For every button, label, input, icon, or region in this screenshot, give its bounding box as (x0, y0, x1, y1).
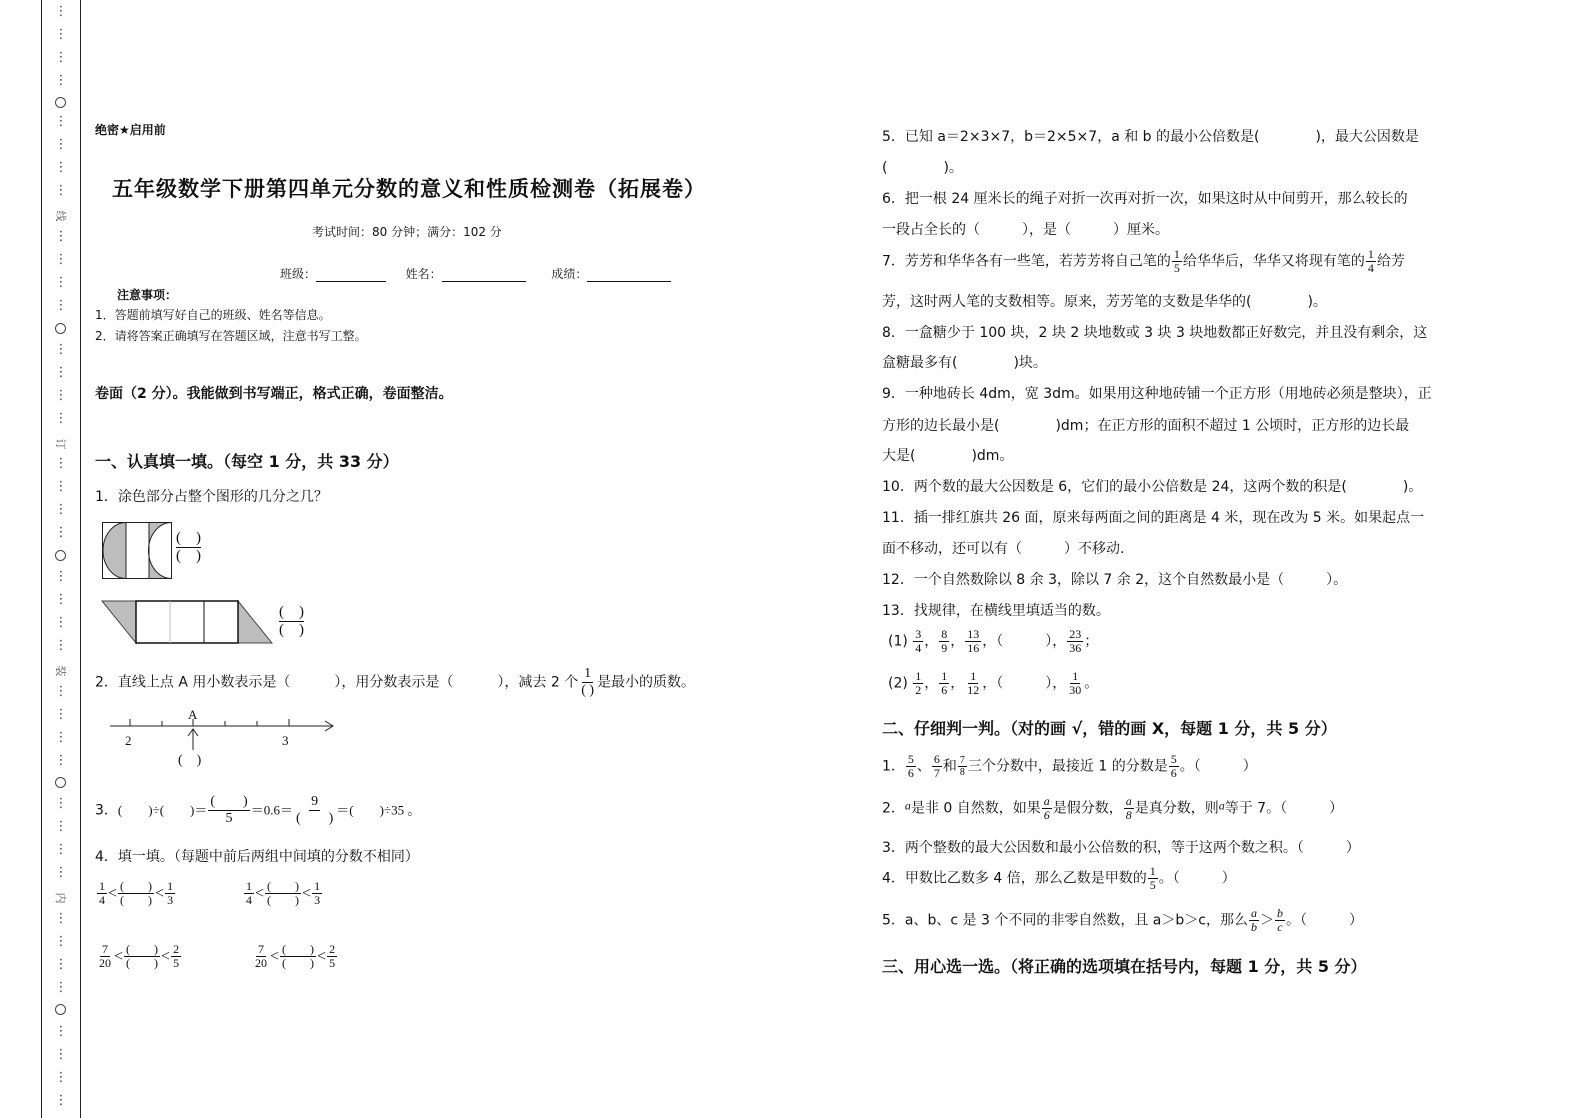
confidential-label: 绝密★启用前 (95, 123, 166, 137)
tick-label-3: 3 (282, 733, 289, 748)
question-1-9-line2[interactable]: 方形的边长最小是( )dm；在正方形的面积不超过 1 公顷时，正方形的边长最 (882, 418, 1410, 434)
binding-label-ding: 订 (54, 438, 67, 450)
dotted-line: ⋮ ⋮ ⋮ ⋮ (54, 114, 68, 198)
fraction-answer-blank[interactable]: $\frac{( )}{( )}$ (282, 942, 315, 970)
point-a-answer-blank[interactable]: ( ) (178, 753, 202, 768)
binding-line-right (80, 0, 81, 1118)
question-1-3: 3．( )÷( )＝ $\frac{( )}{5}$ ＝0.6＝ $\frac{9}{( )}$ ＝( )÷35 。 (95, 794, 421, 826)
question-1-10[interactable]: 10．两个数的最大公因数是 6，它们的最小公倍数是 24，这两个数的积是( )。 (882, 479, 1423, 495)
neatness-statement: 卷面（2 分）。我能做到书写端正，格式正确，卷面整洁。 (95, 386, 453, 402)
binding-hole-mark (55, 1004, 66, 1015)
shaded-semicircles-figure (100, 520, 220, 584)
fraction-inequality: $\frac{7}{20}$ < $\frac{( )}{( )}$ < $\frac{2}{5}$ (255, 942, 336, 970)
point-a-label: A (188, 707, 198, 722)
question-1-2: 2．直线上点 A 用小数表示是（ ），用分数表示是（ ），减去 2 个 $\frac{1}{( )}$ 是最小的质数。 (95, 666, 696, 698)
judge-item-4[interactable]: 4．甲数比乙数多 4 倍，那么乙数是甲数的 $\frac{1}{5}$ 。（ ） (882, 864, 1236, 892)
name-label: 姓名： (405, 267, 442, 281)
question-1-8-line2[interactable]: 盒糖最多有( )块。 (882, 355, 1047, 371)
unit-fraction: $\frac{1}{( )}$ (581, 666, 595, 698)
shaded-parallelogram-figure (100, 598, 280, 648)
note-item: 2．请将答案正确填写在答题区域，注意书写工整。 (95, 329, 367, 343)
student-info-fields (280, 265, 671, 282)
fraction-inequality: $\frac{1}{4}$ < $\frac{( )}{( )}$ < $\frac{1}{3}$ (99, 879, 174, 907)
dotted-line: ⋮ ⋮ ⋮ ⋮ (54, 4, 68, 88)
question-1-6-line1: 6．把一根 24 厘米长的绳子对折一次再对折一次，如果这时从中间剪开，那么较长的 (882, 191, 1408, 207)
class-input[interactable] (316, 267, 386, 282)
fraction-inequality: $\frac{1}{4}$ < $\frac{( )}{( )}$ < $\frac{1}{3}$ (246, 879, 321, 907)
section1-title: 一、认真填一填。（每空 1 分，共 33 分） (95, 452, 399, 471)
score-label: 成绩： (551, 267, 588, 281)
dotted-line: ⋮ ⋮ ⋮ ⋮ (54, 796, 68, 880)
question-1-7-line1: 7．芳芳和华华各有一些笔，若芳芳将自己笔的 $\frac{1}{5}$ 给华华后，华华又将现有笔的 $\frac{1}{4}$ 给芳 (882, 247, 1405, 275)
dotted-line: ⋮ ⋮ ⋮ ⋮ (54, 684, 68, 768)
notes-title: 注意事项： (117, 288, 178, 302)
judge-item-3[interactable]: 3．两个整数的最大公因数和最小公倍数的积，等于这两个数之积。（ ） (882, 840, 1360, 856)
question-1-11-line2[interactable]: 面不移动，还可以有（ ）不移动. (882, 541, 1125, 557)
binding-hole-mark (55, 550, 66, 561)
dotted-line: ⋮ ⋮ ⋮ ⋮ (54, 456, 68, 540)
question-1-1: 1．涂色部分占整个图形的几分之几？ (95, 489, 328, 505)
question-1-6-line2[interactable]: 一段占全长的（ ），是（ ）厘米。 (882, 222, 1169, 238)
section3-title: 三、用心选一选。（将正确的选项填在括号内，每题 1 分，共 5 分） (882, 957, 1367, 976)
question-1-7-line2[interactable]: 芳，这时两人笔的支数相等。原来，芳芳笔的支数是华华的( )。 (882, 294, 1327, 310)
dotted-line: ⋮ ⋮ ⋮ ⋮ (54, 229, 68, 313)
fraction-inequality: $\frac{7}{20}$ < $\frac{( )}{( )}$ < $\frac{2}{5}$ (99, 942, 180, 970)
binding-label-nei: 内 (54, 892, 67, 904)
page-title: 五年级数学下册第四单元分数的意义和性质检测卷（拓展卷） (112, 177, 706, 201)
judge-item-1[interactable]: 1． $\frac{5}{6}$ 、 $\frac{6}{7}$ 和 $\frac{7}{8}$ 三个分数中，最接近 1 的分数是 $\frac{5}{6}$ 。（ ） (882, 752, 1257, 780)
dotted-line: ⋮ ⋮ ⋮ ⋮ (54, 342, 68, 426)
binding-line-left (41, 0, 42, 1118)
section2-title: 二、仔细判一判。（对的画 √，错的画 X，每题 1 分，共 5 分） (882, 719, 1337, 738)
binding-label-zhuang: 装 (54, 665, 67, 677)
dotted-line: ⋮ ⋮ ⋮ ⋮ (54, 1024, 68, 1108)
dotted-line: ⋮ ⋮ ⋮ ⋮ (54, 911, 68, 995)
judge-item-5[interactable]: 5．a、b、c 是 3 个不同的非零自然数，且 a＞b＞c，那么 $\frac{a}{b}$ ＞ $\frac{b}{c}$ 。（ ） (882, 906, 1363, 934)
sequence-answer-blank[interactable]: （ ） (996, 633, 1053, 650)
exam-info: 考试时间：80 分钟；满分：102 分 (312, 225, 502, 239)
fraction-blank-over-5[interactable]: $\frac{( )}{5}$ (210, 794, 248, 826)
name-input[interactable] (442, 267, 526, 282)
sequence-1: (1) $\frac{3}{4}$ ， $\frac{8}{9}$ ， $\frac{13}{16}$ ，（ ）， $\frac{23}{36}$ ； (888, 627, 1099, 655)
sequence-answer-blank[interactable]: （ ） (996, 675, 1053, 692)
judge-item-2[interactable]: 2．a是非 0 自然数，如果 $\frac{a}{6}$ 是假分数， $\frac{a}{8}$ 是真分数，则a等于 7。（ ） (882, 794, 1344, 822)
note-item: 1．答题前填写好自己的班级、姓名等信息。 (95, 308, 331, 322)
answer-fraction-blank[interactable]: ( ) ( ) (176, 530, 201, 564)
fraction-answer-blank[interactable]: $\frac{( )}{( )}$ (126, 942, 159, 970)
fraction-answer-blank[interactable]: $\frac{( )}{( )}$ (267, 879, 300, 907)
binding-margin (40, 0, 82, 1118)
answer-fraction-blank[interactable]: ( ) ( ) (279, 604, 304, 638)
question-1-5-line2[interactable]: ( )。 (882, 160, 963, 176)
class-label: 班级： (280, 267, 317, 281)
fraction-9-over-blank[interactable]: $\frac{9}{( )}$ (295, 794, 334, 826)
tick-label-2: 2 (125, 733, 132, 748)
fraction-answer-blank[interactable]: $\frac{( )}{( )}$ (120, 879, 153, 907)
binding-hole-mark (55, 777, 66, 788)
dotted-line: ⋮ ⋮ ⋮ ⋮ (54, 569, 68, 653)
question-1-8-line1: 8．一盒糖少于 100 块，2 块 2 块地数或 3 块 3 块地数都正好数完，并且没有剩余，这 (882, 325, 1428, 341)
question-1-4: 4．填一填。（每题中前后两组中间填的分数不相同） (95, 849, 419, 865)
question-1-9-line3[interactable]: 大是( )dm。 (882, 448, 1014, 464)
question-1-5-line1: 5．已知 a＝2×3×7，b＝2×5×7，a 和 b 的最小公倍数是( )，最大公因数是 (882, 129, 1419, 145)
score-input[interactable] (587, 267, 671, 282)
number-line-figure (100, 705, 350, 775)
binding-hole-mark (55, 97, 66, 108)
question-1-11-line1: 11．插一排红旗共 26 面，原来每两面之间的距离是 4 米，现在改为 5 米。如果起点一 (882, 510, 1425, 526)
binding-hole-mark (55, 323, 66, 334)
question-1-9-line1: 9．一种地砖长 4dm，宽 3dm。如果用这种地砖铺一个正方形（用地砖必须是整块），正 (882, 386, 1432, 402)
sequence-2: (2) $\frac{1}{2}$ ， $\frac{1}{6}$ ， $\frac{1}{12}$ ，（ ）， $\frac{1}{30}$ 。 (888, 669, 1099, 697)
binding-label-xian: 线 (54, 210, 67, 222)
question-1-13: 13．找规律，在横线里填适当的数。 (882, 603, 1110, 619)
question-1-12[interactable]: 12．一个自然数除以 8 余 3，除以 7 余 2，这个自然数最小是（ ）。 (882, 572, 1348, 588)
